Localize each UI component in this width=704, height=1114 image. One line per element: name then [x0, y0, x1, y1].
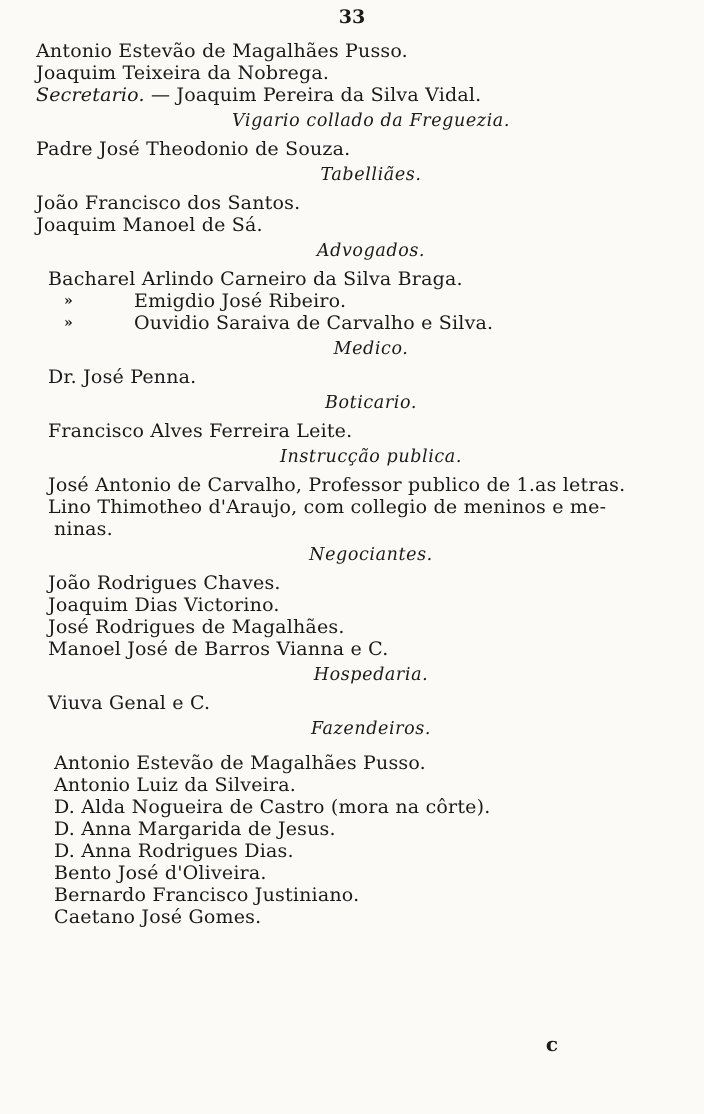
list-item: José Rodrigues de Magalhães. — [48, 616, 345, 638]
list-item: João Rodrigues Chaves. — [48, 572, 281, 594]
list-item: Dr. José Penna. — [48, 366, 197, 388]
section-heading-negociantes: Negociantes. — [309, 545, 433, 565]
list-item: D. Anna Rodrigues Dias. — [54, 840, 294, 862]
section-heading-instruccao: Instrucção publica. — [279, 447, 463, 467]
list-item: João Francisco dos Santos. — [36, 192, 301, 214]
list-item: Bento José d'Oliveira. — [54, 862, 267, 884]
list-item-text: Emigdio José Ribeiro. — [134, 290, 347, 312]
ditto-mark: » — [64, 315, 73, 331]
section-heading-vigario: Vigario collado da Freguezia. — [232, 111, 510, 131]
list-item: Lino Thimotheo d'Araujo, com collegio de meninos e me- — [48, 496, 607, 518]
list-item: D. Alda Nogueira de Castro (mora na côrte). — [54, 796, 491, 818]
list-item: Manoel José de Barros Vianna e C. — [48, 638, 389, 660]
list-item: Caetano José Gomes. — [54, 906, 262, 928]
page-content — [36, 40, 646, 928]
section-heading-hospedaria: Hospedaria. — [313, 665, 429, 685]
list-item: Viuva Genal e C. — [48, 692, 211, 714]
list-item-text: Ouvidio Saraiva de Carvalho e Silva. — [134, 312, 494, 334]
list-item: Joaquim Manoel de Sá. — [36, 214, 263, 236]
text-line: Joaquim Teixeira da Nobrega. — [36, 62, 330, 84]
secretario-line — [36, 84, 646, 106]
list-item: José Antonio de Carvalho, Professor publico de 1.as letras. — [48, 474, 626, 496]
list-item: Antonio Estevão de Magalhães Pusso. — [54, 752, 426, 774]
text-line: Antonio Estevão de Magalhães Pusso. — [36, 40, 408, 62]
list-item — [36, 290, 646, 312]
list-item: D. Anna Margarida de Jesus. — [54, 818, 336, 840]
ditto-mark: » — [64, 293, 73, 309]
signature-mark: c — [545, 1032, 558, 1056]
list-item: Padre José Theodonio de Souza. — [36, 138, 351, 160]
section-heading-tabelliaes: Tabelliães. — [320, 165, 422, 185]
secretario-name: — Joaquim Pereira da Silva Vidal. — [144, 84, 482, 106]
section-heading-fazendeiros: Fazendeiros. — [310, 719, 432, 739]
list-item: Bernardo Francisco Justiniano. — [54, 884, 360, 906]
list-item-continuation: ninas. — [54, 518, 113, 540]
section-heading-advogados: Advogados. — [316, 241, 426, 261]
section-heading-boticario: Boticario. — [324, 393, 417, 413]
list-item: Bacharel Arlindo Carneiro da Silva Braga. — [48, 268, 463, 290]
list-item — [36, 312, 646, 334]
section-heading-medico: Medico. — [333, 339, 409, 359]
list-item: Francisco Alves Ferreira Leite. — [48, 420, 353, 442]
list-item: Joaquim Dias Victorino. — [48, 594, 280, 616]
secretario-label: Secretario. — [36, 84, 145, 106]
list-item: Antonio Luiz da Silveira. — [54, 774, 297, 796]
page-number: 33 — [338, 6, 366, 28]
